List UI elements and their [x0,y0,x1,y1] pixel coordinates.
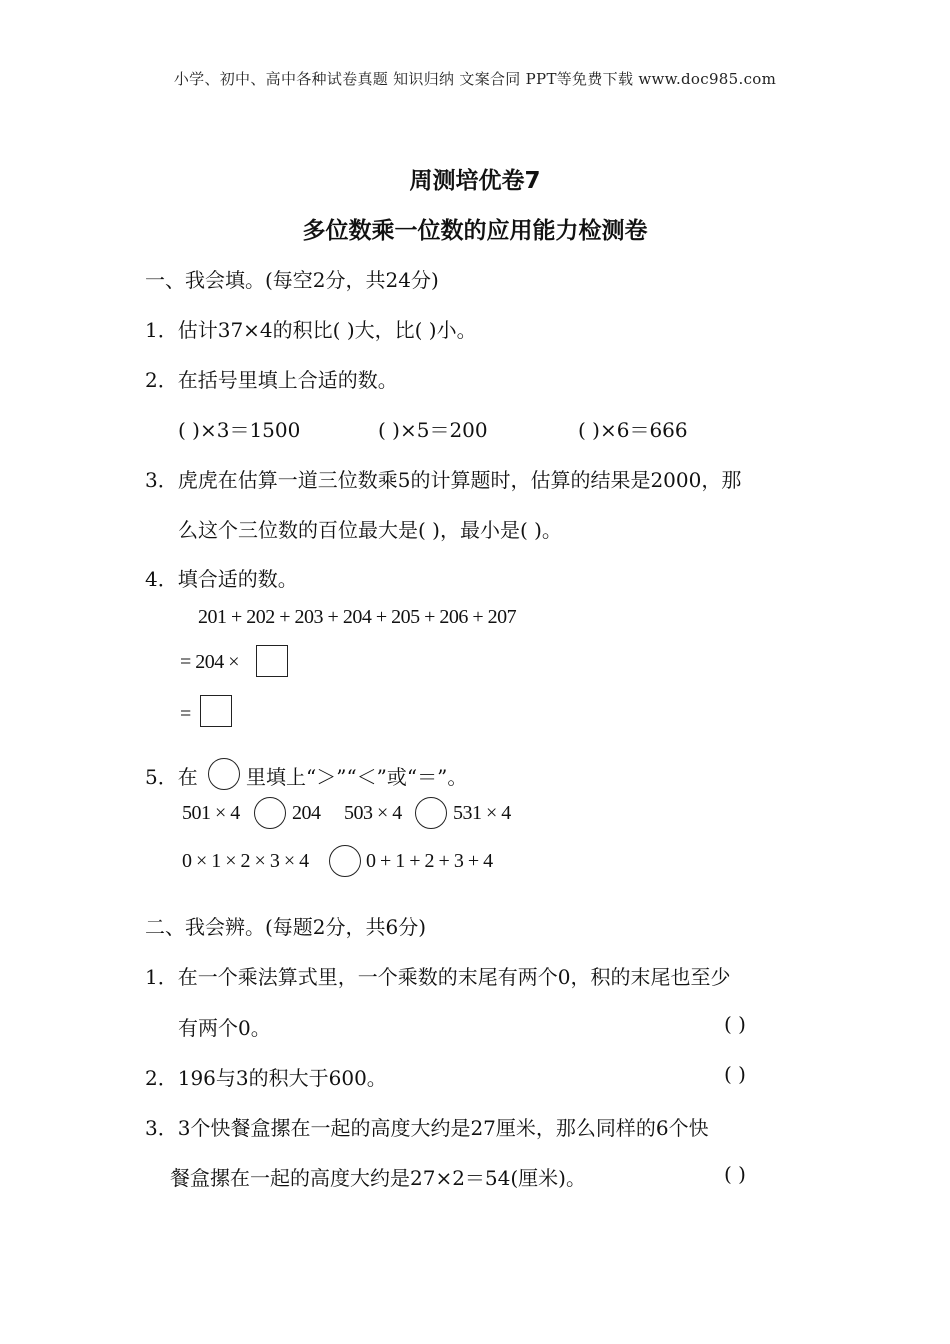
answer-paren-2[interactable]: ( ) [724,1062,746,1086]
page-header: 小学、初中、高中各种试卷真题 知识归纳 文案合同 PPT等免费下载 www.doc985.com [173,70,777,88]
section2-heading: 二、我会辨。(每题2分，共6分) [145,915,427,939]
question-1-2: 2．在括号里填上合适的数。 [145,368,398,392]
question-2-1-line2: 有两个0。 [178,1016,271,1040]
question-1-4: 4．填合适的数。 [145,567,298,591]
page-subtitle: 多位数乘一位数的应用能力检测卷 [302,218,648,244]
compare-circle-example [208,758,240,790]
compare-b-right: 531 × 4 [453,802,511,824]
question-1-2-item-c: ( )×6＝666 [578,418,688,442]
question-2-2: 2．196与3的积大于600。 [145,1066,387,1090]
question-1-3-line2: 么这个三位数的百位最大是( )，最小是( )。 [178,518,562,542]
answer-box-1[interactable] [256,645,288,677]
compare-c-left: 0 × 1 × 2 × 3 × 4 [182,850,309,872]
compare-circle-b[interactable] [415,797,447,829]
compare-a-right: 204 [292,802,321,824]
question-1-1: 1．估计37×4的积比( )大，比( )小。 [145,318,477,342]
compare-circle-a[interactable] [254,797,286,829]
compare-c-right: 0 + 1 + 2 + 3 + 4 [366,850,493,872]
compare-circle-c[interactable] [329,845,361,877]
section1-heading: 一、我会填。(每空2分，共24分) [145,268,439,292]
answer-paren-1[interactable]: ( ) [724,1012,746,1036]
answer-paren-3[interactable]: ( ) [724,1162,746,1186]
page-title: 周测培优卷7 [409,168,541,194]
question-1-5-prefix: 5．在 [145,765,198,789]
question-1-4-line2: = 204 × [180,651,240,673]
question-1-2-item-a: ( )×3＝1500 [178,418,301,442]
question-1-3-line1: 3．虎虎在估算一道三位数乘5的计算题时，估算的结果是2000，那 [145,468,742,492]
question-1-2-item-b: ( )×5＝200 [378,418,488,442]
question-2-3-line2: 餐盒摞在一起的高度大约是27×2＝54(厘米)。 [170,1166,586,1190]
question-2-3-line1: 3．3个快餐盒摞在一起的高度大约是27厘米，那么同样的6个快 [145,1116,709,1140]
compare-b-left: 503 × 4 [344,802,402,824]
question-1-4-expression: 201 + 202 + 203 + 204 + 205 + 206 + 207 [198,606,517,628]
question-1-4-line3: = [180,703,191,725]
question-2-1-line1: 1．在一个乘法算式里，一个乘数的末尾有两个0，积的末尾也至少 [145,965,731,989]
question-1-5-suffix: 里填上“＞”“＜”或“＝”。 [246,765,468,789]
compare-a-left: 501 × 4 [182,802,240,824]
answer-box-2[interactable] [200,695,232,727]
